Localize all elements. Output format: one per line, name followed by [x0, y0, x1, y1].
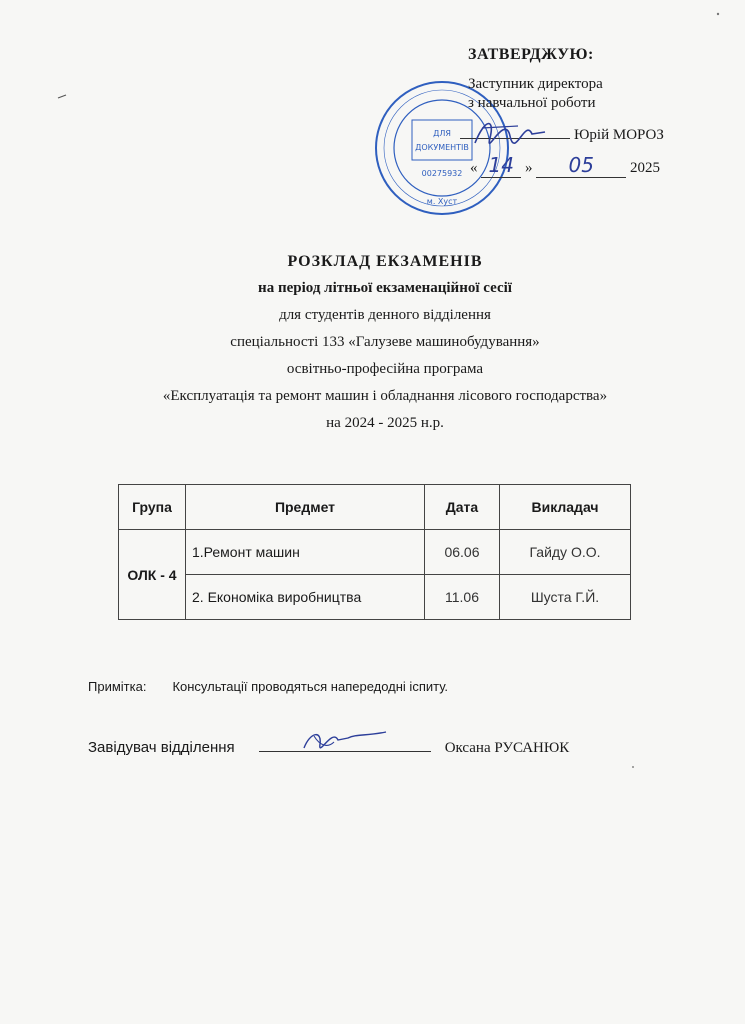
date-year: 2025: [630, 160, 660, 176]
note: [88, 679, 448, 694]
exam-schedule-table: [118, 484, 631, 620]
approval-date: [470, 153, 660, 178]
column-header-date: Дата: [425, 485, 500, 530]
schedule-heading: [0, 248, 745, 437]
table-row: [119, 530, 631, 575]
approval-position: Заступник директора: [468, 76, 603, 92]
svg-text:ДОКУМЕНТІВ: ДОКУМЕНТІВ: [415, 143, 469, 152]
column-header-group: Група: [119, 485, 186, 530]
teacher-cell: Гайду О.О.: [500, 530, 631, 575]
specialty-line: спеціальності 133 «Галузеве машинобудування»: [230, 334, 540, 350]
page-title: РОЗКЛАД ЕКЗАМЕНІВ: [287, 253, 483, 270]
table-row: [119, 575, 631, 620]
date-quote-close: »: [525, 160, 533, 176]
note-text: Консультації проводяться напередодні іспиту.: [172, 679, 449, 694]
svg-text:ДЛЯ: ДЛЯ: [433, 129, 451, 138]
date-cell: 06.06: [425, 530, 500, 575]
program-name-line: «Експлуатація та ремонт машин і обладнання лісового господарства»: [162, 388, 608, 404]
subject-cell: 2. Економіка виробництва: [186, 575, 425, 620]
handwritten-signature: [300, 724, 390, 754]
group-cell: ОЛК - 4: [119, 530, 186, 620]
teacher-cell: Шуста Г.Й.: [500, 575, 631, 620]
column-header-subject: Предмет: [186, 485, 425, 530]
head-role: Завідувач відділення: [88, 739, 235, 756]
students-line: для студентів денного відділення: [279, 307, 491, 323]
program-line: освітньо-професійна програма: [286, 361, 484, 377]
svg-text:м. Хуст: м. Хуст: [426, 197, 458, 206]
column-header-teacher: Викладач: [500, 485, 631, 530]
date-month: 05: [568, 153, 594, 177]
handwritten-signature: [470, 108, 550, 158]
date-cell: 11.06: [425, 575, 500, 620]
subject-cell: 1.Ремонт машин: [186, 530, 425, 575]
date-quote-open: «: [470, 160, 478, 176]
approval-position-detail: з навчальної роботи: [468, 95, 596, 111]
note-label: Примітка:: [88, 679, 147, 694]
approval-signer: Юрій МОРОЗ: [574, 127, 664, 143]
table-header-row: [119, 485, 631, 530]
academic-year-line: на 2024 - 2025 н.р.: [326, 415, 444, 431]
approval-title: ЗАТВЕРДЖУЮ:: [468, 46, 594, 63]
head-name: Оксана РУСАНЮК: [444, 740, 570, 756]
date-day: 14: [488, 153, 514, 177]
session-period: на період літньої екзаменаційної сесії: [258, 280, 512, 296]
svg-text:00275932: 00275932: [421, 169, 463, 178]
